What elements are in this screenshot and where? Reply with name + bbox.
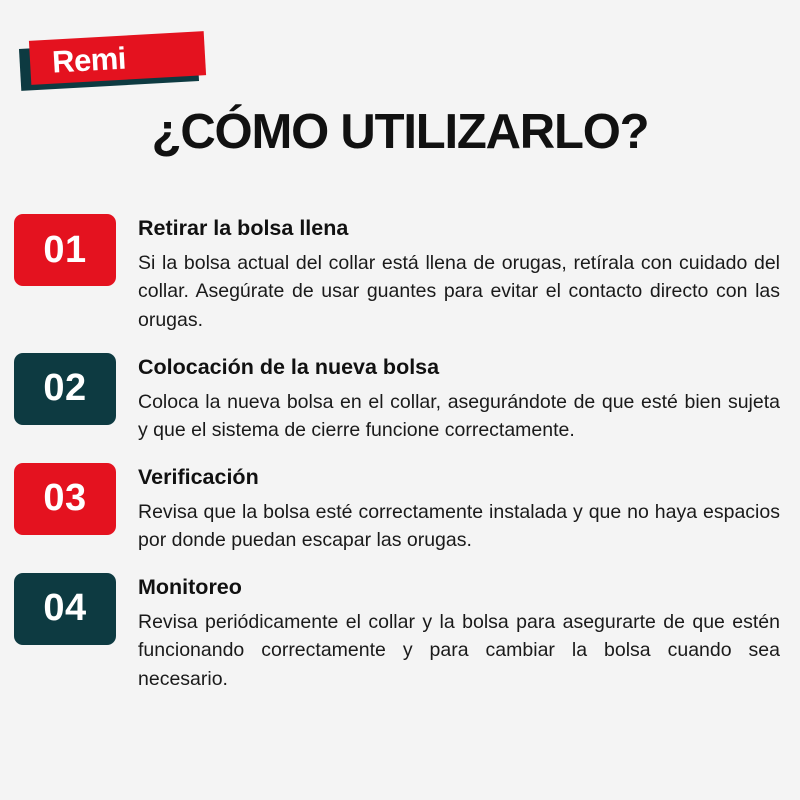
step-number-badge: 01 bbox=[14, 214, 116, 286]
steps-list bbox=[0, 214, 800, 712]
step-title: Retirar la bolsa llena bbox=[138, 216, 349, 240]
brand-name: Remi bbox=[51, 40, 127, 80]
page-title: ¿CÓMO UTILIZARLO? bbox=[151, 105, 649, 159]
step-body bbox=[138, 353, 784, 445]
step-text: Revisa que la bolsa esté correctamente instalada y que no haya espacios por donde puedan escapar las orugas. bbox=[138, 500, 780, 552]
step-title: Colocación de la nueva bolsa bbox=[138, 354, 440, 379]
list-item bbox=[14, 214, 784, 335]
list-item bbox=[14, 463, 784, 555]
step-body bbox=[138, 463, 784, 555]
list-item bbox=[14, 573, 784, 694]
step-text: Si la bolsa actual del collar está llena de orugas, retírala con cuidado del collar. Asegúrate de usar guantes para evitar el contacto directo con las orugas. bbox=[138, 251, 780, 332]
step-number-badge: 02 bbox=[14, 353, 116, 425]
step-title: Monitoreo bbox=[138, 574, 242, 599]
step-text: Revisa periódicamente el collar y la bolsa para asegurarte de que estén funcionando correctamente y para cambiar la bolsa cuando sea necesario. bbox=[138, 610, 780, 691]
step-number-badge: 03 bbox=[14, 463, 116, 535]
brand-logo bbox=[20, 34, 210, 92]
list-item bbox=[14, 353, 784, 445]
step-number-badge: 04 bbox=[14, 573, 116, 645]
step-title: Verificación bbox=[138, 464, 259, 489]
step-text: Coloca la nueva bolsa en el collar, asegurándote de que esté bien sujeta y que el sistema de cierre funcione correctamente. bbox=[138, 390, 780, 442]
step-body bbox=[138, 214, 784, 335]
step-body bbox=[138, 573, 784, 694]
